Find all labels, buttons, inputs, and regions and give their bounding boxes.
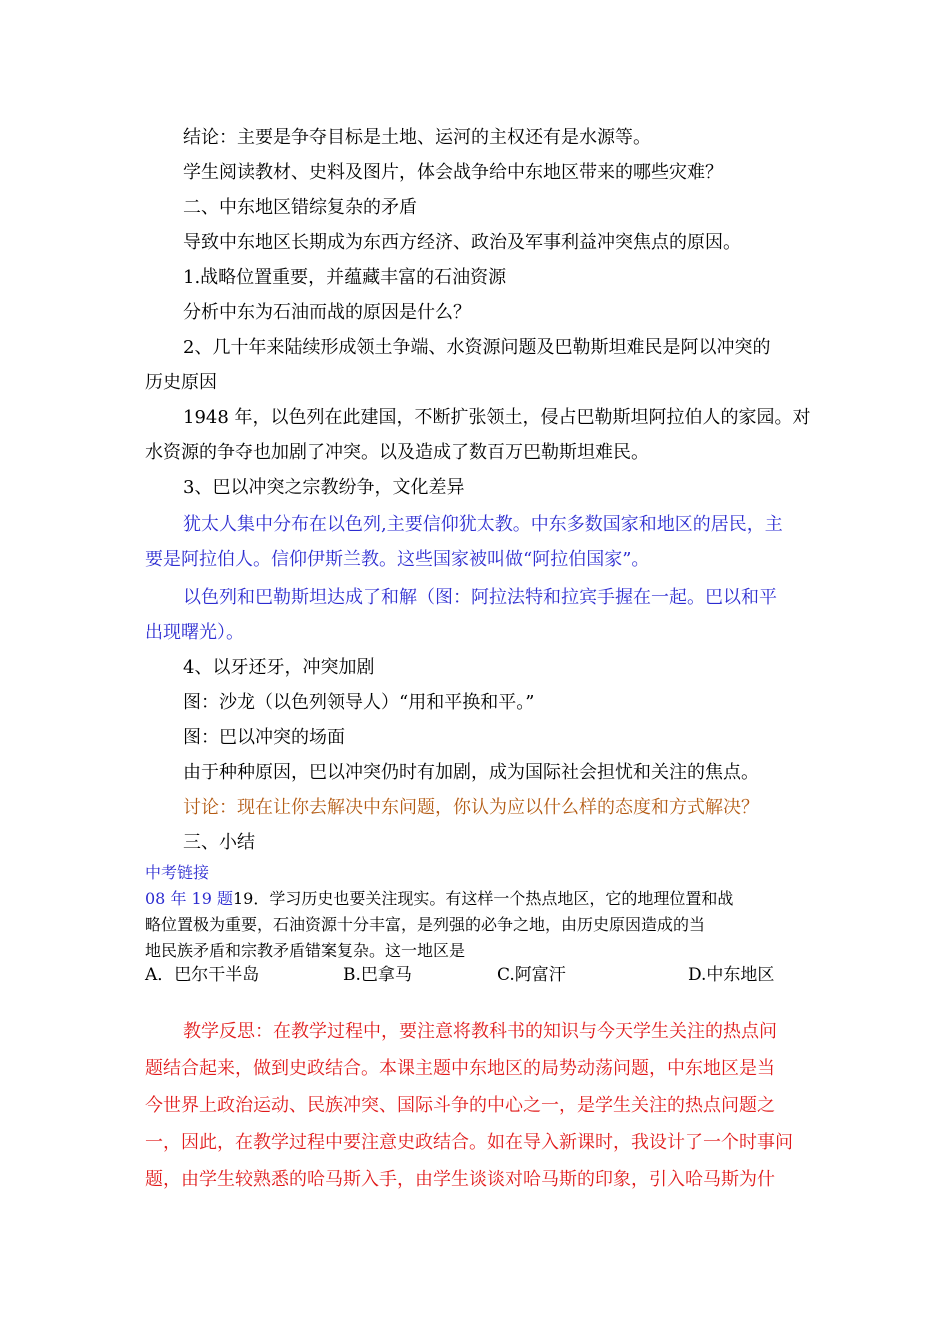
conclusion-paragraph: 结论：主要是争夺目标是土地、运河的主权还有是水源等。 <box>183 127 651 148</box>
option-c: C.阿富汗 <box>497 965 566 985</box>
section-heading-3: 三、小结 <box>183 832 255 853</box>
option-a: A．巴尔干半岛 <box>145 965 260 985</box>
option-d: D.中东地区 <box>688 965 775 985</box>
exam-options <box>145 960 810 988</box>
reflection-line-1: 教学反思：在教学过程中，要注意将教科书的知识与今天学生关注的热点问 <box>183 1021 777 1042</box>
reconciliation-line-1: 以色列和巴勒斯坦达成了和解（图：阿拉法特和拉宾手握在一起。巴以和平 <box>183 587 777 608</box>
figure-conflict-caption: 图：巴以冲突的场面 <box>183 727 345 748</box>
point-3-heading: 3、巴以冲突之宗教纷争，文化差异 <box>183 477 465 498</box>
exam-link-heading: 中考链接 <box>145 863 210 882</box>
section-heading-2: 二、中东地区错综复杂的矛盾 <box>183 197 417 218</box>
point-2-line-2: 历史原因 <box>145 372 217 393</box>
reflection-line-2: 题结合起来，做到史政结合。本课主题中东地区的局势动荡问题，中东地区是当 <box>145 1058 775 1079</box>
option-b: B.巴拿马 <box>343 965 412 985</box>
religion-line-1: 犹太人集中分布在以色列,主要信仰犹太教。中东多数国家和地区的居民，主 <box>183 514 783 535</box>
causes-intro-paragraph: 导致中东地区长期成为东西方经济、政治及军事利益冲突焦点的原因。 <box>183 232 741 253</box>
oil-question-paragraph: 分析中东为石油而战的原因是什么？ <box>183 302 471 323</box>
exam-question-text: 19．学习历史也要关注现实。有这样一个热点地区，它的地理位置和战 <box>232 889 734 908</box>
student-reading-paragraph: 学生阅读教材、史料及图片，体会战争给中东地区带来的哪些灾难？ <box>183 162 723 183</box>
discussion-question: 讨论：现在让你去解决中东问题，你认为应以什么样的态度和方式解决？ <box>183 797 759 818</box>
reconciliation-line-2: 出现曙光）。 <box>145 622 244 643</box>
history-1948-line-2: 水资源的争夺也加剧了冲突。以及造成了数百万巴勒斯坦难民。 <box>145 442 649 463</box>
reflection-line-3: 今世界上政治运动、民族冲突、国际斗争的中心之一，是学生关注的热点问题之 <box>145 1095 775 1116</box>
point-1-heading: 1.战略位置重要，并蕴藏丰富的石油资源 <box>183 267 507 288</box>
reflection-line-5: 题，由学生较熟悉的哈马斯入手，由学生谈谈对哈马斯的印象，引入哈马斯为什 <box>145 1169 775 1190</box>
history-1948-line-1: 1948 年，以色列在此建国，不断扩张领土，侵占巴勒斯坦阿拉伯人的家园。对 <box>183 407 811 428</box>
point-2-line-1: 2、几十年来陆续形成领土争端、水资源问题及巴勒斯坦难民是阿以冲突的 <box>183 337 771 358</box>
exam-question-tag: 08 年 19 题 <box>145 889 233 908</box>
exam-question-line-3: 地民族矛盾和宗教矛盾错案复杂。这一地区是 <box>145 941 466 960</box>
reflection-line-4: 一，因此，在教学过程中要注意史政结合。如在导入新课时，我设计了一个时事问 <box>145 1132 793 1153</box>
religion-line-2: 要是阿拉伯人。信仰伊斯兰教。这些国家被叫做“阿拉伯国家”。 <box>145 549 650 570</box>
figure-sharon-caption: 图：沙龙（以色列领导人）“用和平换和平。” <box>183 692 535 713</box>
exam-question-line-1 <box>145 886 810 912</box>
conflict-summary-paragraph: 由于种种原因，巴以冲突仍时有加剧，成为国际社会担忧和关注的焦点。 <box>183 762 759 783</box>
point-4-heading: 4、以牙还牙，冲突加剧 <box>183 657 375 678</box>
exam-question-line-2: 略位置极为重要，石油资源十分丰富，是列强的必争之地，由历史原因造成的当 <box>145 915 706 934</box>
